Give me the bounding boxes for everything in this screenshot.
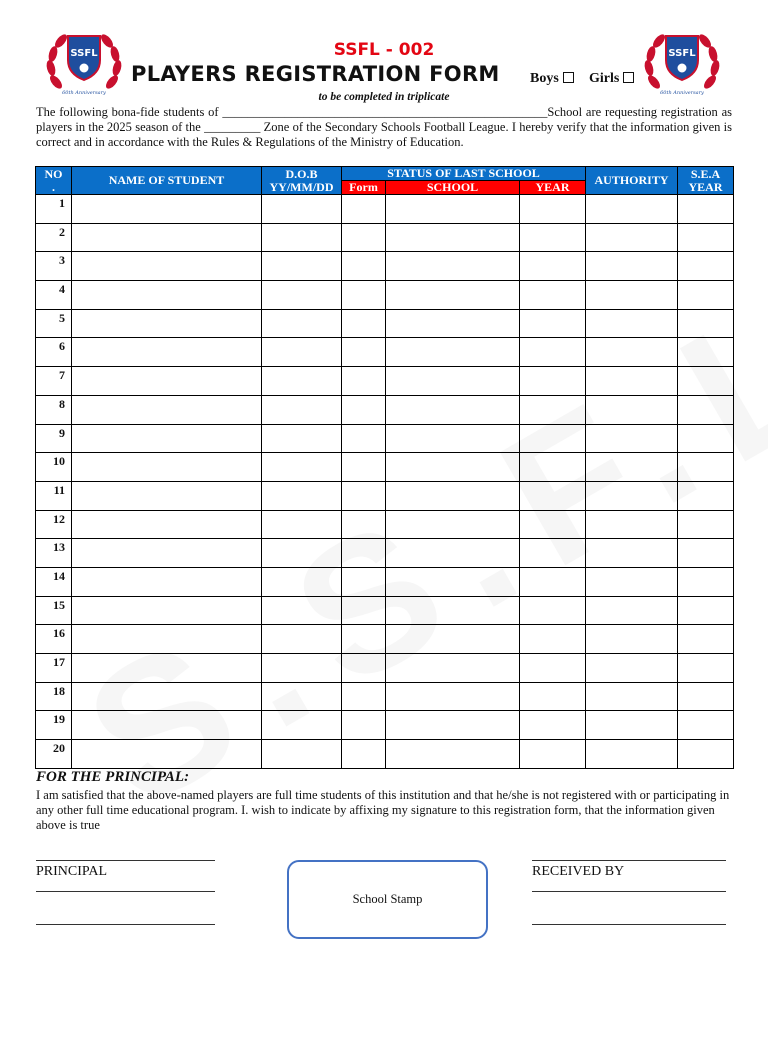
authority-cell[interactable] — [586, 395, 678, 424]
authority-cell[interactable] — [586, 252, 678, 281]
sea-year-cell[interactable] — [678, 567, 734, 596]
school-cell[interactable] — [386, 711, 520, 740]
school-cell[interactable] — [386, 481, 520, 510]
student-name-cell[interactable] — [72, 395, 262, 424]
logo-text: SSFL — [70, 48, 98, 59]
form-cell[interactable] — [342, 338, 386, 367]
authority-cell[interactable] — [586, 711, 678, 740]
authority-cell[interactable] — [586, 281, 678, 310]
student-name-cell[interactable] — [72, 711, 262, 740]
row-number: 6 — [36, 338, 72, 367]
authority-cell[interactable] — [586, 453, 678, 482]
authority-cell[interactable] — [586, 625, 678, 654]
year-cell[interactable] — [520, 654, 586, 683]
principal-heading: FOR THE PRINCIPAL: — [36, 769, 190, 785]
dob-cell[interactable] — [262, 682, 342, 711]
year-cell[interactable] — [520, 539, 586, 568]
student-name-cell[interactable] — [72, 481, 262, 510]
student-name-cell[interactable] — [72, 539, 262, 568]
row-number: 17 — [36, 654, 72, 683]
intro-paragraph: The following bona-fide students of ____________________________________________________School are requesting registration as players in the 2025 season of the _________ Zone of the Secondary Schools Football League. I hereby verify that the information given is correct and in accordance with the Rules & Regulations of the Ministry of Education. — [36, 105, 732, 149]
dob-cell[interactable] — [262, 481, 342, 510]
row-number: 5 — [36, 309, 72, 338]
table-row — [36, 596, 734, 625]
form-cell[interactable] — [342, 195, 386, 224]
dob-cell[interactable] — [262, 596, 342, 625]
principal-statement: I am satisfied that the above-named players are full time students of this institution and that he/she is not registered with or participating in any other full time educational program. I. wish to indicate by affixing my signature to this registration form, that the information given above is true — [36, 788, 730, 832]
principal-line-2[interactable] — [36, 891, 215, 892]
received-signature-line[interactable] — [532, 860, 726, 861]
student-name-cell[interactable] — [72, 596, 262, 625]
form-cell[interactable] — [342, 510, 386, 539]
student-name-cell[interactable] — [72, 654, 262, 683]
authority-cell[interactable] — [586, 740, 678, 769]
row-number: 7 — [36, 367, 72, 396]
boys-option[interactable] — [530, 71, 574, 87]
sea-year-cell[interactable] — [678, 195, 734, 224]
table-row — [36, 252, 734, 281]
year-cell[interactable] — [520, 625, 586, 654]
dob-cell[interactable] — [262, 195, 342, 224]
year-cell[interactable] — [520, 740, 586, 769]
year-cell[interactable] — [520, 481, 586, 510]
year-cell[interactable] — [520, 567, 586, 596]
dob-cell[interactable] — [262, 309, 342, 338]
form-cell[interactable] — [342, 309, 386, 338]
dob-cell[interactable] — [262, 453, 342, 482]
logo-caption: 60th Anniversary — [62, 90, 106, 96]
row-number: 12 — [36, 510, 72, 539]
form-cell[interactable] — [342, 654, 386, 683]
authority-cell[interactable] — [586, 596, 678, 625]
school-cell[interactable] — [386, 338, 520, 367]
header-year: YEAR — [520, 181, 586, 195]
dob-cell[interactable] — [262, 223, 342, 252]
school-cell[interactable] — [386, 682, 520, 711]
year-cell[interactable] — [520, 195, 586, 224]
form-cell[interactable] — [342, 395, 386, 424]
dob-cell[interactable] — [262, 625, 342, 654]
school-cell[interactable] — [386, 567, 520, 596]
form-cell[interactable] — [342, 740, 386, 769]
student-name-cell[interactable] — [72, 338, 262, 367]
authority-cell[interactable] — [586, 539, 678, 568]
table-row — [36, 682, 734, 711]
dob-cell[interactable] — [262, 367, 342, 396]
received-line-3[interactable] — [532, 924, 726, 925]
received-line-2[interactable] — [532, 891, 726, 892]
school-cell[interactable] — [386, 367, 520, 396]
authority-cell[interactable] — [586, 481, 678, 510]
year-cell[interactable] — [520, 682, 586, 711]
student-name-cell[interactable] — [72, 223, 262, 252]
school-cell[interactable] — [386, 309, 520, 338]
authority-cell[interactable] — [586, 424, 678, 453]
registration-table — [35, 166, 734, 769]
table-row — [36, 223, 734, 252]
row-number: 3 — [36, 252, 72, 281]
row-number: 19 — [36, 711, 72, 740]
authority-cell[interactable] — [586, 654, 678, 683]
sea-year-cell[interactable] — [678, 309, 734, 338]
sea-year-cell[interactable] — [678, 395, 734, 424]
dob-cell[interactable] — [262, 252, 342, 281]
authority-cell[interactable] — [586, 682, 678, 711]
student-name-cell[interactable] — [72, 424, 262, 453]
logo-text: SSFL — [668, 48, 696, 59]
form-cell[interactable] — [342, 625, 386, 654]
sea-year-cell[interactable] — [678, 252, 734, 281]
form-cell[interactable] — [342, 252, 386, 281]
row-number: 1 — [36, 195, 72, 224]
table-row — [36, 625, 734, 654]
school-cell[interactable] — [386, 596, 520, 625]
table-row — [36, 338, 734, 367]
principal-line-3[interactable] — [36, 924, 215, 925]
boys-checkbox[interactable] — [563, 72, 574, 83]
year-cell[interactable] — [520, 453, 586, 482]
table-row — [36, 567, 734, 596]
student-name-cell[interactable] — [72, 740, 262, 769]
row-number: 16 — [36, 625, 72, 654]
sea-year-cell[interactable] — [678, 367, 734, 396]
table-row — [36, 424, 734, 453]
school-cell[interactable] — [386, 740, 520, 769]
year-cell[interactable] — [520, 596, 586, 625]
principal-signature-line[interactable] — [36, 860, 215, 861]
year-cell[interactable] — [520, 424, 586, 453]
header-school: SCHOOL — [386, 181, 520, 195]
dob-cell[interactable] — [262, 539, 342, 568]
student-name-cell[interactable] — [72, 453, 262, 482]
sea-year-cell[interactable] — [678, 740, 734, 769]
authority-cell[interactable] — [586, 338, 678, 367]
header-no: NO . — [36, 167, 72, 195]
dob-cell[interactable] — [262, 281, 342, 310]
year-cell[interactable] — [520, 223, 586, 252]
form-cell[interactable] — [342, 596, 386, 625]
year-cell[interactable] — [520, 711, 586, 740]
table-row — [36, 711, 734, 740]
row-number: 4 — [36, 281, 72, 310]
form-cell[interactable] — [342, 223, 386, 252]
school-cell[interactable] — [386, 654, 520, 683]
dob-cell[interactable] — [262, 711, 342, 740]
year-cell[interactable] — [520, 252, 586, 281]
row-number: 20 — [36, 740, 72, 769]
table-row — [36, 453, 734, 482]
sea-year-cell[interactable] — [678, 596, 734, 625]
form-cell[interactable] — [342, 539, 386, 568]
authority-cell[interactable] — [586, 223, 678, 252]
school-cell[interactable] — [386, 195, 520, 224]
logo-caption: 60th Anniversary — [660, 90, 704, 96]
student-name-cell[interactable] — [72, 682, 262, 711]
year-cell[interactable] — [520, 309, 586, 338]
sea-year-cell[interactable] — [678, 654, 734, 683]
authority-cell[interactable] — [586, 567, 678, 596]
authority-cell[interactable] — [586, 367, 678, 396]
form-cell[interactable] — [342, 711, 386, 740]
table-row — [36, 654, 734, 683]
header-dob: D.O.B YY/MM/DD — [262, 167, 342, 195]
authority-cell[interactable] — [586, 309, 678, 338]
year-cell[interactable] — [520, 367, 586, 396]
sea-year-cell[interactable] — [678, 711, 734, 740]
table-row — [36, 510, 734, 539]
sea-year-cell[interactable] — [678, 281, 734, 310]
table-row — [36, 740, 734, 769]
year-cell[interactable] — [520, 281, 586, 310]
table-row — [36, 539, 734, 568]
authority-cell[interactable] — [586, 510, 678, 539]
student-name-cell[interactable] — [72, 567, 262, 596]
school-cell[interactable] — [386, 281, 520, 310]
year-cell[interactable] — [520, 395, 586, 424]
year-cell[interactable] — [520, 510, 586, 539]
table-row — [36, 395, 734, 424]
row-number: 13 — [36, 539, 72, 568]
row-number: 2 — [36, 223, 72, 252]
school-cell[interactable] — [386, 510, 520, 539]
form-cell[interactable] — [342, 481, 386, 510]
row-number: 18 — [36, 682, 72, 711]
row-number: 14 — [36, 567, 72, 596]
header-form: Form — [342, 181, 386, 195]
header-sea-year: S.E.A YEAR — [678, 167, 734, 195]
sea-year-cell[interactable] — [678, 510, 734, 539]
student-name-cell[interactable] — [72, 281, 262, 310]
table-row — [36, 367, 734, 396]
form-cell[interactable] — [342, 424, 386, 453]
header-status: STATUS OF LAST SCHOOL — [342, 167, 586, 181]
student-name-cell[interactable] — [72, 367, 262, 396]
dob-cell[interactable] — [262, 424, 342, 453]
sea-year-cell[interactable] — [678, 223, 734, 252]
year-cell[interactable] — [520, 338, 586, 367]
girls-checkbox[interactable] — [623, 72, 634, 83]
school-cell[interactable] — [386, 424, 520, 453]
form-cell[interactable] — [342, 682, 386, 711]
school-cell[interactable] — [386, 252, 520, 281]
row-number: 15 — [36, 596, 72, 625]
sea-year-cell[interactable] — [678, 682, 734, 711]
table-row — [36, 281, 734, 310]
principal-label: PRINCIPAL — [36, 864, 108, 879]
row-number: 10 — [36, 453, 72, 482]
student-name-cell[interactable] — [72, 510, 262, 539]
stamp-label: School Stamp — [352, 892, 423, 906]
form-cell[interactable] — [342, 453, 386, 482]
girls-option[interactable] — [589, 71, 634, 87]
dob-cell[interactable] — [262, 740, 342, 769]
row-number: 9 — [36, 424, 72, 453]
boys-label: Boys — [530, 71, 559, 86]
table-row — [36, 481, 734, 510]
form-cell[interactable] — [342, 367, 386, 396]
table-row — [36, 195, 734, 224]
student-name-cell[interactable] — [72, 252, 262, 281]
school-cell[interactable] — [386, 395, 520, 424]
student-name-cell[interactable] — [72, 625, 262, 654]
sea-year-cell[interactable] — [678, 424, 734, 453]
form-code: SSFL - 002 — [333, 40, 435, 60]
sea-year-cell[interactable] — [678, 338, 734, 367]
form-cell[interactable] — [342, 281, 386, 310]
dob-cell[interactable] — [262, 654, 342, 683]
sea-year-cell[interactable] — [678, 481, 734, 510]
table-row — [36, 309, 734, 338]
page-title: PLAYERS REGISTRATION FORM — [131, 62, 500, 86]
header-name: NAME OF STUDENT — [72, 167, 262, 195]
dob-cell[interactable] — [262, 395, 342, 424]
form-cell[interactable] — [342, 567, 386, 596]
student-name-cell[interactable] — [72, 195, 262, 224]
dob-cell[interactable] — [262, 338, 342, 367]
school-cell[interactable] — [386, 625, 520, 654]
school-cell[interactable] — [386, 223, 520, 252]
girls-label: Girls — [589, 71, 620, 86]
received-label: RECEIVED BY — [532, 864, 625, 879]
row-number: 8 — [36, 395, 72, 424]
header-authority: AUTHORITY — [586, 167, 678, 195]
school-cell[interactable] — [386, 453, 520, 482]
sea-year-cell[interactable] — [678, 539, 734, 568]
sea-year-cell[interactable] — [678, 625, 734, 654]
school-cell[interactable] — [386, 539, 520, 568]
form-subtitle: to be completed in triplicate — [318, 91, 450, 103]
student-name-cell[interactable] — [72, 309, 262, 338]
authority-cell[interactable] — [586, 195, 678, 224]
sea-year-cell[interactable] — [678, 453, 734, 482]
row-number: 11 — [36, 481, 72, 510]
school-stamp-box — [287, 860, 488, 939]
dob-cell[interactable] — [262, 510, 342, 539]
dob-cell[interactable] — [262, 567, 342, 596]
